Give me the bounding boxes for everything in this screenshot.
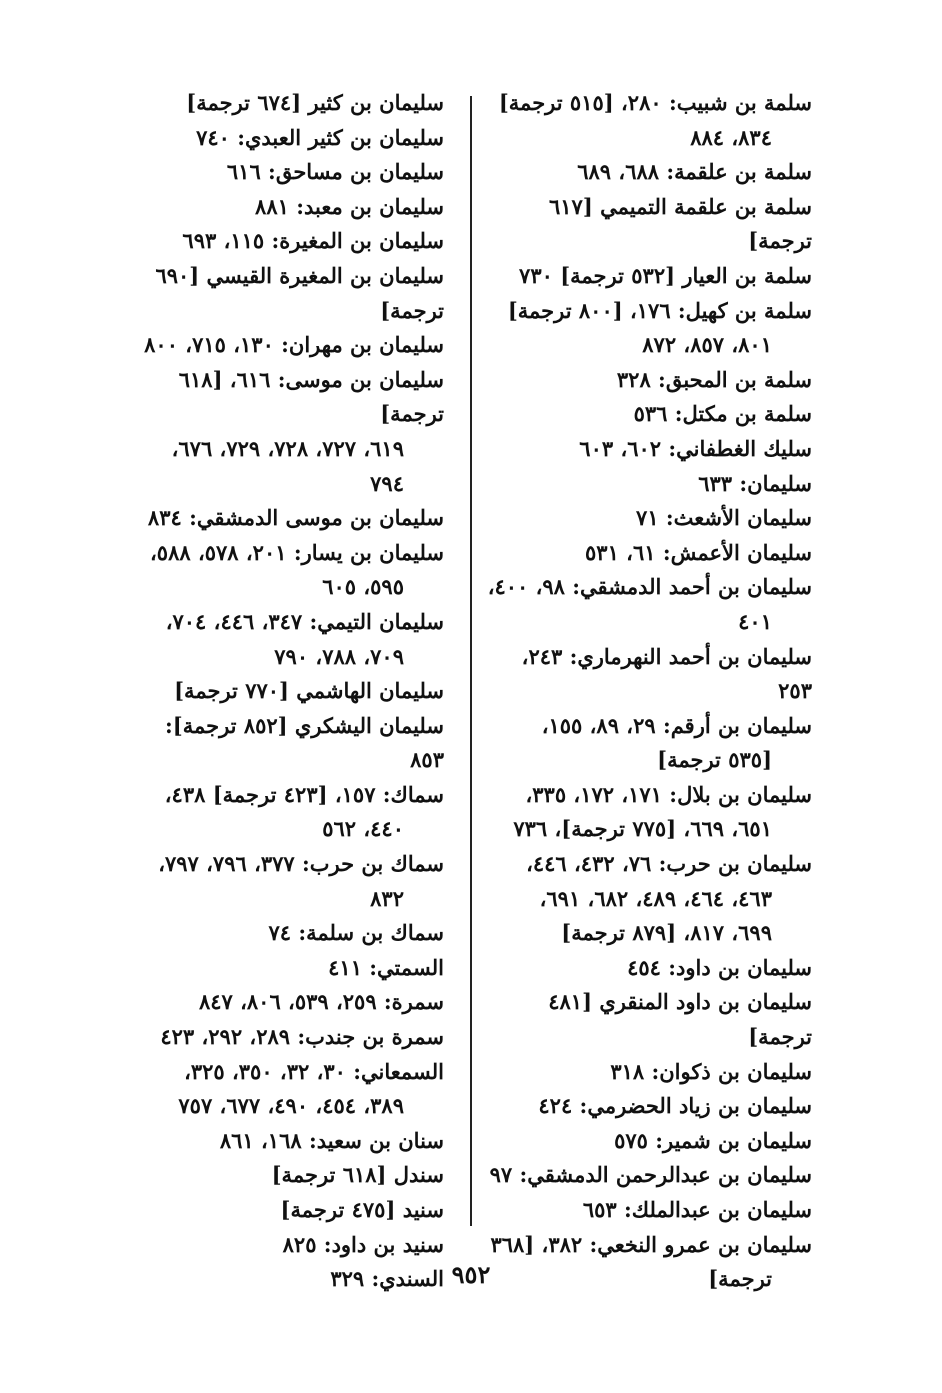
index-entry-heading: سلمة بن شبيب: ٢٨٠، [٥١٥ ترجمة] [498,90,812,115]
index-entry-heading: سليمان بن ذكوان: ٣١٨ [610,1058,812,1084]
index-entry-heading: سليمان بن المغيرة القيسي [٦٩٠ ترجمة] [155,262,444,323]
index-entry [124,501,444,536]
index-entry [124,605,444,674]
index-entry [482,709,812,778]
index-entry [124,951,444,986]
index-entry-continuation: ٦٥١، ٦٦٩، [٧٧٥ ترجمة]، ٧٣٦ [513,816,772,842]
index-entry [482,501,812,536]
index-entry-heading: سمرة بن جندب: ٢٨٩، ٢٩٢، ٤٢٣ [160,1024,444,1050]
index-entry [482,1089,812,1124]
index-entry-heading: سماك بن سلمة: ٧٤ [268,920,444,946]
index-entry-heading: سليمان بن زياد الحضرمي: ٤٢٤ [538,1093,812,1119]
index-entry [482,467,812,502]
index-entry-heading: سلمة بن المحبق: ٣٢٨ [616,366,812,392]
index-entry [124,86,444,121]
index-entry-continuation: ٨٠١، ٨٥٧، ٨٧٢ [642,332,772,358]
index-entry-heading: سليمان بن شمير: ٥٧٥ [614,1127,812,1153]
index-entry-heading: سليمان الهاشمي [٧٧٠ ترجمة] [174,678,444,704]
index-entry [482,190,812,259]
index-entry-heading: سندل [٦١٨ ترجمة] [271,1162,444,1188]
index-entry-continuation: ٨٣٢ [370,885,404,911]
index-entry [124,259,444,328]
index-entry-heading: سليمان بن عمرو النخعي: ٣٨٢، [٣٦٨ [490,1231,812,1257]
index-entry-heading: سمرة: ٢٥٩، ٥٣٩، ٨٠٦، ٨٤٧ [198,989,444,1015]
index-entry-heading: سليمان التيمي: ٣٤٧، ٤٤٦، ٧٠٤، [165,608,444,634]
index-entry [124,1020,444,1055]
index-entry [124,121,444,156]
index-entry-heading: سليمان بن موسى الدمشقي: ٨٣٤ [147,505,444,531]
index-entry-heading: سليمان الأشعث: ٧١ [636,505,812,531]
index-entry-heading: سليمان بن عبدالرحمن الدمشقي: ٩٧ [489,1162,812,1188]
page-number: ٩٥٢ [451,1260,491,1289]
index-entry [124,224,444,259]
index-entry [482,294,812,363]
index-entry-heading: سليمان بن أرقم: ٢٩، ٨٩، ١٥٥، [541,712,812,738]
index-entry-heading: سليمان بن كثير العبدي: ٧٤٠ [196,124,444,150]
index-entry [482,397,812,432]
index-entry [124,155,444,190]
index-entry-continuation: ٤٦٣، ٤٦٤، ٤٨٩، ٦٨٢، ٦٩١، [539,885,772,911]
index-entry-heading: سنان بن سعيد: ١٦٨، ٨٦١ [219,1127,444,1153]
index-entry [124,536,444,605]
index-entry [482,536,812,571]
index-entry [124,1124,444,1159]
index-entry [482,86,812,155]
index-entry-heading: سلمة بن علقمة التميمي [٦١٧ ترجمة] [549,193,812,254]
index-entry-continuation: ٦١٩، ٧٢٧، ٧٢٨، ٧٢٩، ٦٧٦، [171,435,404,461]
index-entry-continuation: ٤٠١ [738,608,772,634]
index-entry [124,916,444,951]
index-entry-heading: سليمان بن موسى: ٦١٦، [٦١٨ ترجمة] [178,366,444,427]
index-entry-continuation: ٥٩٥، ٦٠٥ [322,574,404,600]
index-entry-heading: السندي: ٣٢٩ [330,1266,444,1292]
index-entry-heading: سليمان بن حرب: ٧٦، ٤٣٢، ٤٤٦، [526,851,812,877]
index-entry [482,1124,812,1159]
index-entry-heading: سليمان: ٦٣٣ [698,470,812,496]
index-entry [124,778,444,847]
index-entry [124,1158,444,1193]
index-entry-continuation: ٤٤٠، ٥٦٢ [322,816,404,842]
index-entry-continuation: [٥٣٥ ترجمة] [657,747,772,773]
index-entry-heading: سليمان بن بلال: ١٧١، ١٧٢، ٣٣٥، [525,781,812,807]
index-entry-continuation: ٧٩٤ [370,470,404,496]
right-column [482,86,812,1297]
index-entry [124,1055,444,1124]
index-entry-heading: سلمة بن مكتل: ٥٣٦ [633,401,812,427]
index-entry [482,1193,812,1228]
index-entry-heading: سنيد [٤٧٥ ترجمة] [280,1197,444,1222]
index-entry-heading: سليمان بن داود: ٤٥٤ [627,954,812,980]
index-entry [124,190,444,225]
index-entry-continuation: ترجمة] [708,1266,772,1292]
index-entry [482,847,812,951]
index-entry-heading: سليمان بن المغيرة: ١١٥، ٦٩٣ [182,228,444,254]
index-entry [124,1228,444,1263]
index-entry-heading: سليمان بن معبد: ٨٨١ [255,193,444,219]
index-entry-heading: سليمان بن مساحق: ٦١٦ [226,159,444,185]
index-entry-continuation: ٨٣٤، ٨٨٤ [690,124,772,150]
index-entry [124,985,444,1020]
index-entry [124,363,444,501]
column-divider [470,96,472,1226]
index-entry-heading: سلمة بن علقمة: ٦٨٨، ٦٨٩ [577,159,812,185]
index-entry [482,640,812,709]
index-entry-heading: سلمة بن كهيل: ١٧٦، [٨٠٠ ترجمة] [507,297,812,323]
index-entry-continuation: ٧٠٩، ٧٨٨، ٧٩٠ [274,643,404,669]
index-entry [124,1193,444,1228]
index-entry-heading: سليمان اليشكري [٨٥٢ ترجمة]: ٨٥٣ [165,712,444,773]
index-entry [482,363,812,398]
index-entry [482,432,812,467]
index-entry [482,1055,812,1090]
index-entry-heading: سماك بن حرب: ٣٧٧، ٧٩٦، ٧٩٧، [158,851,444,877]
index-entry-heading: سليك الغطفاني: ٦٠٢، ٦٠٣ [579,435,812,461]
index-entry [482,259,812,294]
index-entry-heading: سليمان بن عبدالملك: ٦٥٣ [582,1197,812,1222]
index-entry-heading: السمعاني: ٣٠، ٣٢، ٣٥٠، ٣٢٥، [184,1058,444,1084]
index-entry-heading: سلمة بن العيار [٥٣٢ ترجمة] ٧٣٠ [519,262,812,288]
index-entry [124,328,444,363]
index-entry-heading: سنيد بن داود: ٨٢٥ [282,1231,444,1257]
index-entry [482,1158,812,1193]
index-entry-heading: سليمان بن يسار: ٢٠١، ٥٧٨، ٥٨٨، [150,539,444,565]
index-entry-heading: السمتي: ٤١١ [328,954,444,980]
index-entry-continuation: ٣٨٩، ٤٥٤، ٤٩٠، ٦٧٧، ٧٥٧ [178,1093,404,1119]
index-entry-heading: سليمان بن أحمد الدمشقي: ٩٨، ٤٠٠، [487,574,812,600]
index-entry [482,570,812,639]
index-entry [482,155,812,190]
index-entry-heading: سماك: ١٥٧، [٤٢٣ ترجمة] ٤٣٨، [164,781,444,807]
index-entry [124,847,444,916]
index-entry [124,674,444,709]
index-entry [482,985,812,1054]
index-entry [482,778,812,847]
index-entry-heading: سليمان بن مهران: ١٣٠، ٧١٥، ٨٠٠ [144,332,444,358]
index-entry-heading: سليمان بن كثير [٦٧٤ ترجمة] [186,90,444,115]
index-entry-heading: سليمان الأعمش: ٦١، ٥٣١ [585,539,812,565]
index-entry [482,951,812,986]
index-entry-heading: سليمان بن داود المنقري [٤٨١ ترجمة] [548,989,812,1050]
index-entry [124,709,444,778]
left-column [124,86,444,1297]
index-entry-continuation: ٦٩٩، ٨١٧، [٨٧٩ ترجمة] [561,920,772,946]
index-entry-heading: سليمان بن أحمد النهرماري: ٢٤٣، ٢٥٣ [521,643,812,704]
